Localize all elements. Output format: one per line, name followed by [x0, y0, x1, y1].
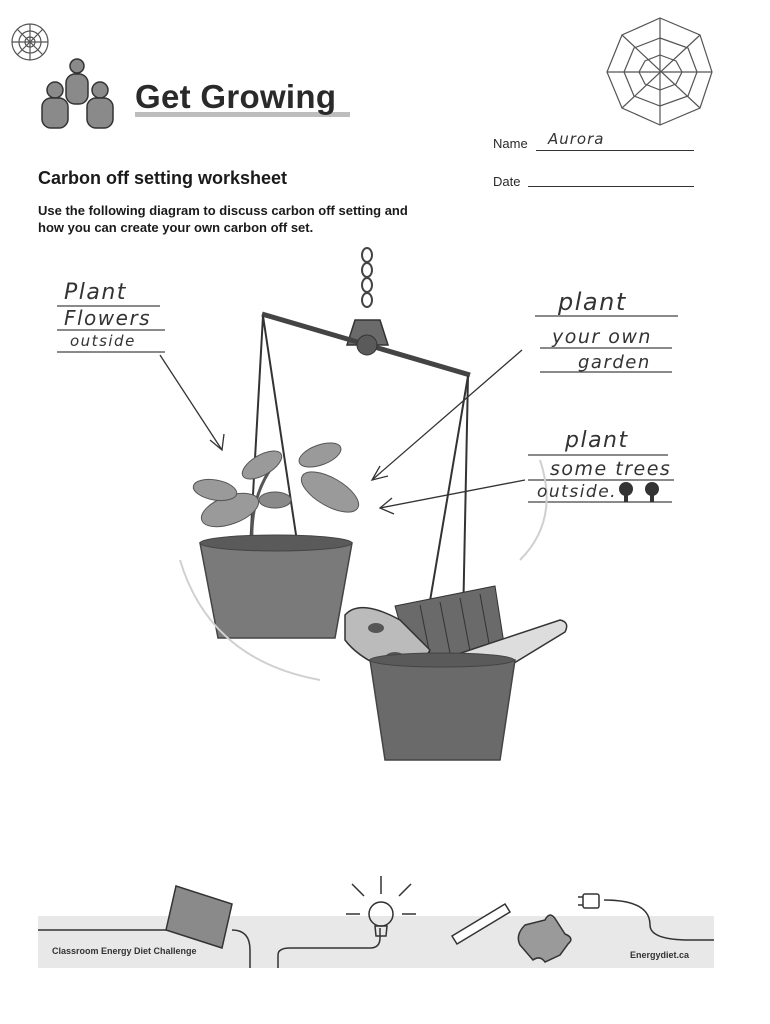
people-group-icon — [42, 59, 113, 128]
spider-web-icon-large — [607, 18, 712, 125]
emissions-pot-illustration — [345, 586, 567, 760]
answer-right-bottom-line-1: plant — [565, 428, 629, 453]
plant-pot-illustration — [192, 438, 365, 638]
footer-left-text: Classroom Energy Diet Challenge — [52, 946, 197, 956]
answer-right-bottom-line-2: some trees — [550, 458, 672, 480]
name-label: Name — [493, 136, 528, 151]
date-field-line[interactable] — [528, 186, 694, 187]
spider-web-icon-small — [12, 24, 48, 60]
answer-left-line-3: outside — [70, 332, 136, 350]
answer-left-line-1: Plant — [64, 280, 127, 305]
page-title: Get Growing — [135, 78, 337, 115]
answer-left-line-2: Flowers — [64, 306, 152, 330]
answer-right-top-line-3: garden — [578, 352, 651, 373]
puzzle-piece-icon — [518, 915, 571, 962]
worksheet-instructions: Use the following diagram to discuss carbon off setting and how you can create your own carbon off set. — [38, 203, 408, 235]
lightbulb-icon — [346, 876, 416, 936]
answer-right-bottom-line-3: outside. — [537, 482, 618, 502]
plug-icon — [578, 894, 599, 908]
date-label: Date — [493, 174, 521, 189]
footer-right-text[interactable]: Energydiet.ca — [630, 950, 690, 960]
answer-right-top-line-2: your own — [552, 326, 652, 348]
worksheet-subtitle: Carbon off setting worksheet — [38, 168, 288, 188]
name-field-line — [536, 150, 694, 151]
name-value[interactable]: Aurora — [548, 130, 605, 148]
answer-right-top-line-1: plant — [558, 288, 627, 316]
pencil-icon — [452, 904, 510, 944]
